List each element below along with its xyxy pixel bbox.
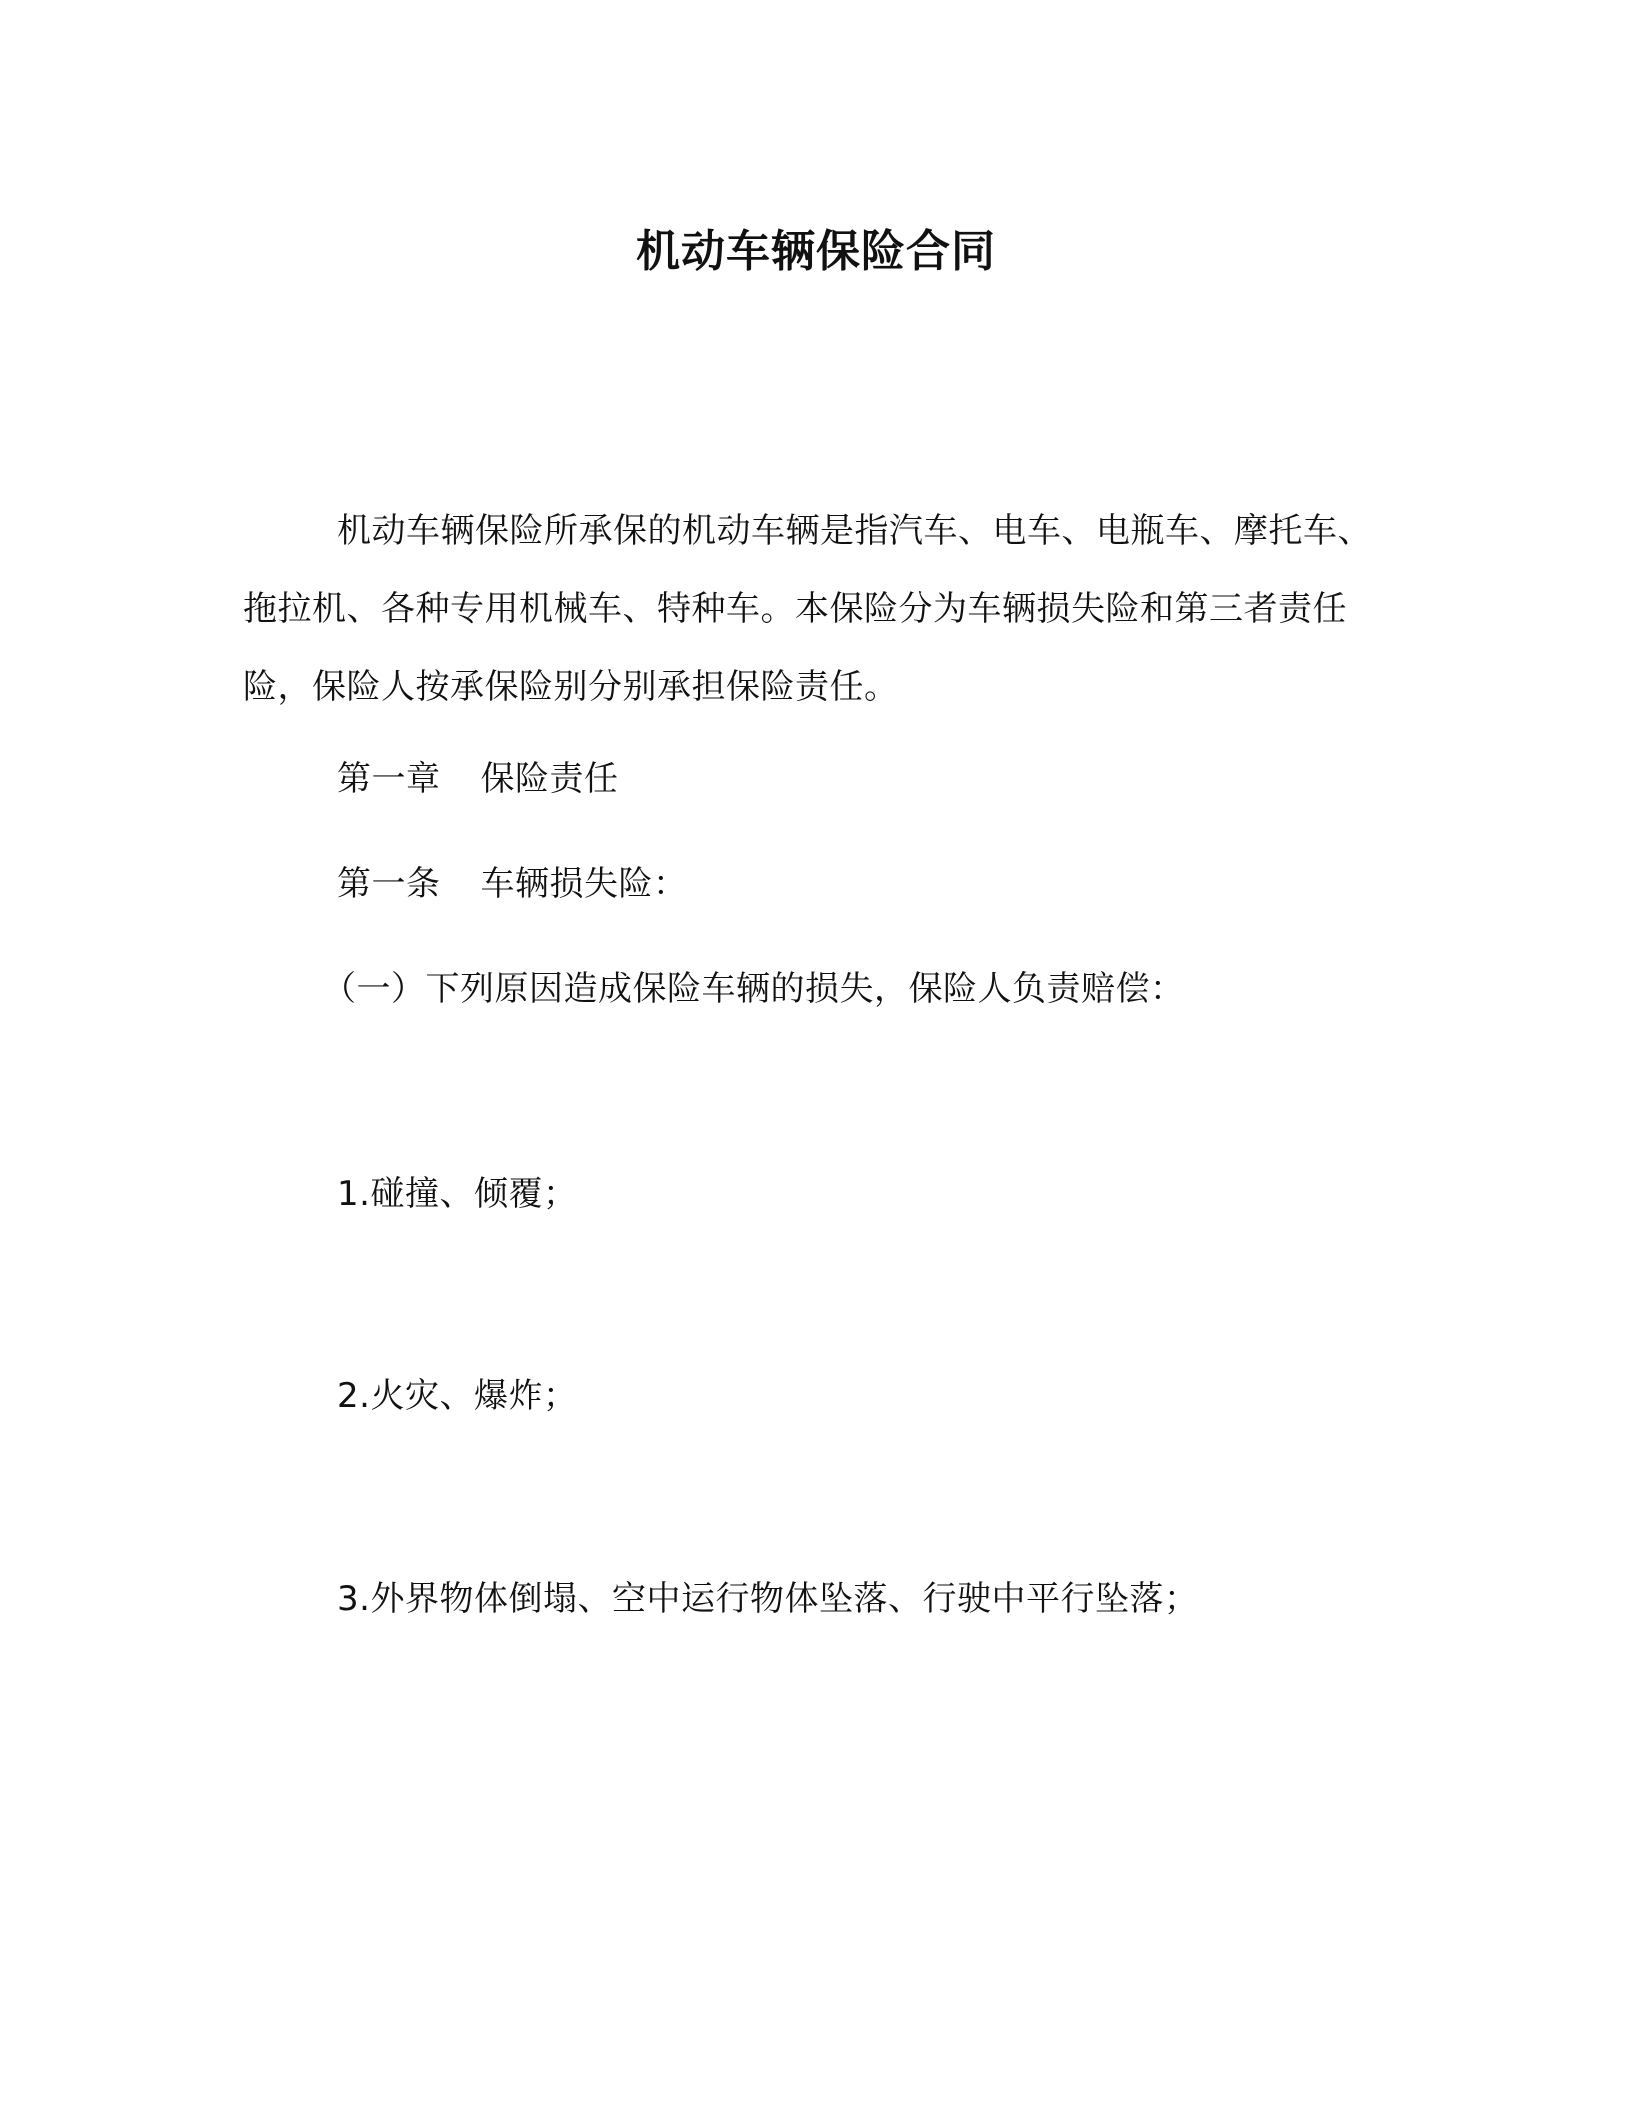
list-item: 3.外界物体倒塌、空中运行物体坠落、行驶中平行坠落； [337, 1579, 1199, 1619]
list-item: 1.碰撞、倾覆； [337, 1174, 578, 1214]
chapter-heading [337, 755, 619, 803]
article-number: 第一条 [337, 864, 441, 904]
intro-paragraph: 机动车辆保险所承保的机动车辆是指汽车、电车、电瓶车、摩托车、拖拉机、各种专用机械车、特种车。本保险分为车辆损失险和第三者责任险，保险人按承保险别分别承担保险责任。 [243, 511, 1372, 707]
document-title: 机动车辆保险合同 [636, 226, 996, 277]
article-name: 车辆损失险： [480, 864, 688, 904]
chapter-name: 保险责任 [480, 759, 619, 799]
clause-text: （一）下列原因造成保险车辆的损失，保险人负责赔偿： [322, 969, 1185, 1009]
article-heading [337, 860, 688, 908]
list-item: 2.火灾、爆炸； [337, 1376, 578, 1416]
chapter-number: 第一章 [337, 759, 441, 799]
